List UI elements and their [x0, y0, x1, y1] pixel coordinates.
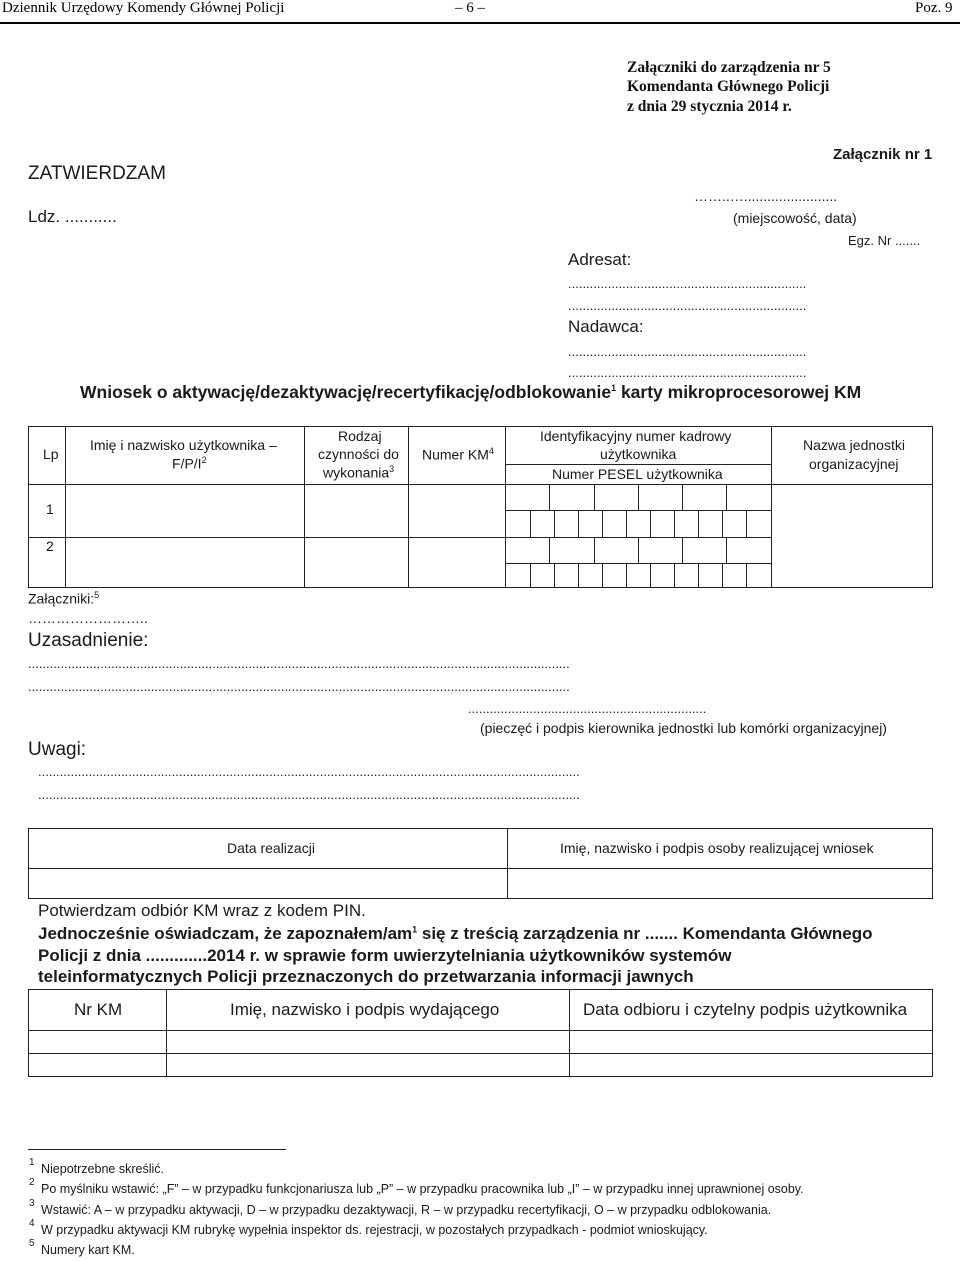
footnote-number: 2 [29, 1177, 35, 1188]
table-divider [28, 868, 933, 869]
table-divider [771, 426, 772, 588]
col-header-type3: wykonania$^3$ [323, 464, 395, 481]
col-header-pesel: Numer PESEL użytkownika [552, 466, 723, 482]
char-box-divider [746, 563, 747, 588]
char-box-divider [722, 510, 723, 537]
declaration-line3: teleinformatycznych Policji przeznaczonych do przetwarzania informacji jawnych [38, 967, 694, 986]
addressee-label: Adresat: [568, 250, 632, 269]
col-header-type2: czynności do [318, 446, 399, 462]
footnote-text: W przypadku aktywacji KM rubrykę wypełnia inspektor ds. rejestracji, w pozostałych przypadkach - podmiot wnioskujący. [41, 1223, 708, 1237]
footnote-number: 3 [29, 1198, 35, 1209]
char-box-divider [626, 510, 627, 537]
realization-date-header: Data realizacji [227, 840, 315, 856]
col-header-type1: Rodzaj [338, 428, 382, 444]
row-number: 2 [46, 538, 54, 554]
char-box-divider [602, 563, 603, 588]
form-title: Wniosek o aktywację/dezaktywację/recertyfikację/odblokowanie$^1$ karty mikroprocesorowej KM [80, 382, 862, 402]
char-box-divider [549, 537, 550, 563]
char-box-divider [530, 510, 531, 537]
remarks-dots-1: ...................................................................................................................................................... [38, 764, 580, 779]
char-box-divider [682, 484, 683, 510]
char-box-divider [554, 510, 555, 537]
table-divider [28, 484, 933, 485]
table-divider [304, 426, 305, 588]
table-divider [505, 563, 771, 564]
approve-label: ZATWIERDZAM [28, 163, 166, 184]
col-header-km: Numer $KM^4$ [422, 446, 494, 463]
header-rule [0, 22, 960, 24]
col-header-unit2: organizacyjnej [809, 456, 899, 472]
footnote-text: Numery kart KM. [41, 1243, 135, 1257]
copy-number: Egz. Nr ....... [848, 233, 921, 248]
table-divider [507, 828, 508, 899]
char-box-divider [638, 537, 639, 563]
char-box-divider [638, 484, 639, 510]
col-header-id2: użytkownika [600, 446, 677, 462]
table-divider [166, 989, 167, 1077]
attachments-dots: …………………….. [28, 610, 148, 626]
issue-km-header: Nr KM [74, 1000, 123, 1019]
col-header-unit1: Nazwa jednostki [803, 437, 905, 453]
col-header-lp: Lp [43, 446, 59, 462]
char-box-divider [674, 510, 675, 537]
issue-issuer-header: Imię, nazwisko i podpis wydającego [230, 1000, 500, 1019]
char-box-divider [530, 563, 531, 588]
char-box-divider [726, 537, 727, 563]
position-number: Poz. 9 [915, 0, 953, 16]
footnote-text: Niepotrzebne skreślić. [41, 1162, 164, 1176]
realization-table [28, 828, 933, 899]
char-box-divider [746, 510, 747, 537]
footnote-number: 1 [29, 1157, 35, 1168]
page-number: – 6 – [455, 0, 485, 16]
char-box-divider [650, 510, 651, 537]
char-box-divider [594, 537, 595, 563]
signature-dots: .................................................................. [468, 701, 707, 716]
table-divider [569, 989, 570, 1077]
justification-dots-1: ...................................................................................................................................................... [28, 656, 570, 671]
table-divider [65, 426, 66, 588]
signature-label: (pieczęć i podpis kierownika jednostki lub komórki organizacyjnej) [480, 720, 887, 736]
sender-dots-1: .................................................................. [568, 344, 807, 359]
justification-dots-2: ...................................................................................................................................................... [28, 679, 570, 694]
table-divider [28, 1030, 933, 1031]
char-box-divider [554, 563, 555, 588]
place-date-label: (miejscowość, data) [733, 210, 857, 226]
issue-receipt-header: Data odbioru i czytelny podpis użytkownika [583, 1000, 908, 1019]
declaration-line2: Policji z dnia .............2014 r. w sprawie form uwierzytelniania użytkowników systemów [38, 946, 732, 965]
journal-title: Dziennik Urzędowy Komendy Głównej Policji [2, 0, 285, 16]
char-box-divider [594, 484, 595, 510]
table-divider [408, 426, 409, 588]
footnote-number: 4 [29, 1218, 35, 1229]
sender-label: Nadawca: [568, 317, 644, 336]
declaration-line1: Jednocześnie oświadczam, że zapoznałem/$am^1$ się z treścią zarządzenia nr ....... Komendanta Głównego [38, 924, 873, 943]
char-box-divider [722, 563, 723, 588]
col-header-id1: Identyfikacyjny numer kadrowy [540, 428, 732, 444]
char-box-divider [578, 563, 579, 588]
char-box-divider [549, 484, 550, 510]
char-box-divider [726, 484, 727, 510]
addressee-dots-1: .................................................................. [568, 276, 807, 291]
remarks-label: Uwagi: [28, 739, 87, 760]
justification-label: Uzasadnienie: [28, 630, 149, 651]
footnote-text: Wstawić: A – w przypadku aktywacji, D – w przypadku dezaktywacji, R – w przypadku recertyfikacji, O – w przypadku odblokowania. [41, 1203, 772, 1217]
char-box-divider [602, 510, 603, 537]
char-box-divider [578, 510, 579, 537]
table-divider [28, 537, 771, 538]
col-header-name: Imię i nazwisko użytkownika – [90, 437, 277, 453]
row-number: 1 [46, 501, 54, 517]
ldz-field: Ldz. ........... [28, 207, 117, 226]
char-box-divider [682, 537, 683, 563]
col-header-name2: $F/P/I^2$ [172, 455, 207, 472]
char-box-divider [626, 563, 627, 588]
footnote-rule [28, 1149, 286, 1150]
table-divider [505, 464, 771, 465]
realization-person-header: Imię, nazwisko i podpis osoby realizującej wniosek [560, 840, 874, 856]
sender-dots-2: .................................................................. [568, 365, 807, 380]
char-box-divider [698, 510, 699, 537]
footnote-text: Po myślniku wstawić: „F” – w przypadku funkcjonariusza lub „P” – w przypadku pracownika lub „I” – w przypadku innej uprawnionej osoby. [41, 1182, 804, 1196]
attachment-header-line2: Komendanta Głównego Policji [627, 78, 830, 95]
footnote-number: 5 [29, 1238, 35, 1249]
char-box-divider [698, 563, 699, 588]
table-divider [28, 1053, 933, 1054]
addressee-dots-2: .................................................................. [568, 298, 807, 313]
confirm-line: Potwierdzam odbiór KM wraz z kodem PIN. [38, 901, 366, 920]
place-date-dots: ……..…........................ [694, 188, 838, 204]
attachment-header-line1: Załączniki do zarządzenia nr 5 [627, 59, 831, 76]
attachments-label: Załączniki:$^5$ [28, 590, 100, 607]
attachment-number: Załącznik nr 1 [833, 146, 933, 163]
char-box-divider [674, 563, 675, 588]
remarks-dots-2: ...................................................................................................................................................... [38, 787, 580, 802]
char-box-divider [650, 563, 651, 588]
table-divider [505, 510, 771, 511]
attachment-header-line3: z dnia 29 stycznia 2014 r. [627, 98, 792, 115]
